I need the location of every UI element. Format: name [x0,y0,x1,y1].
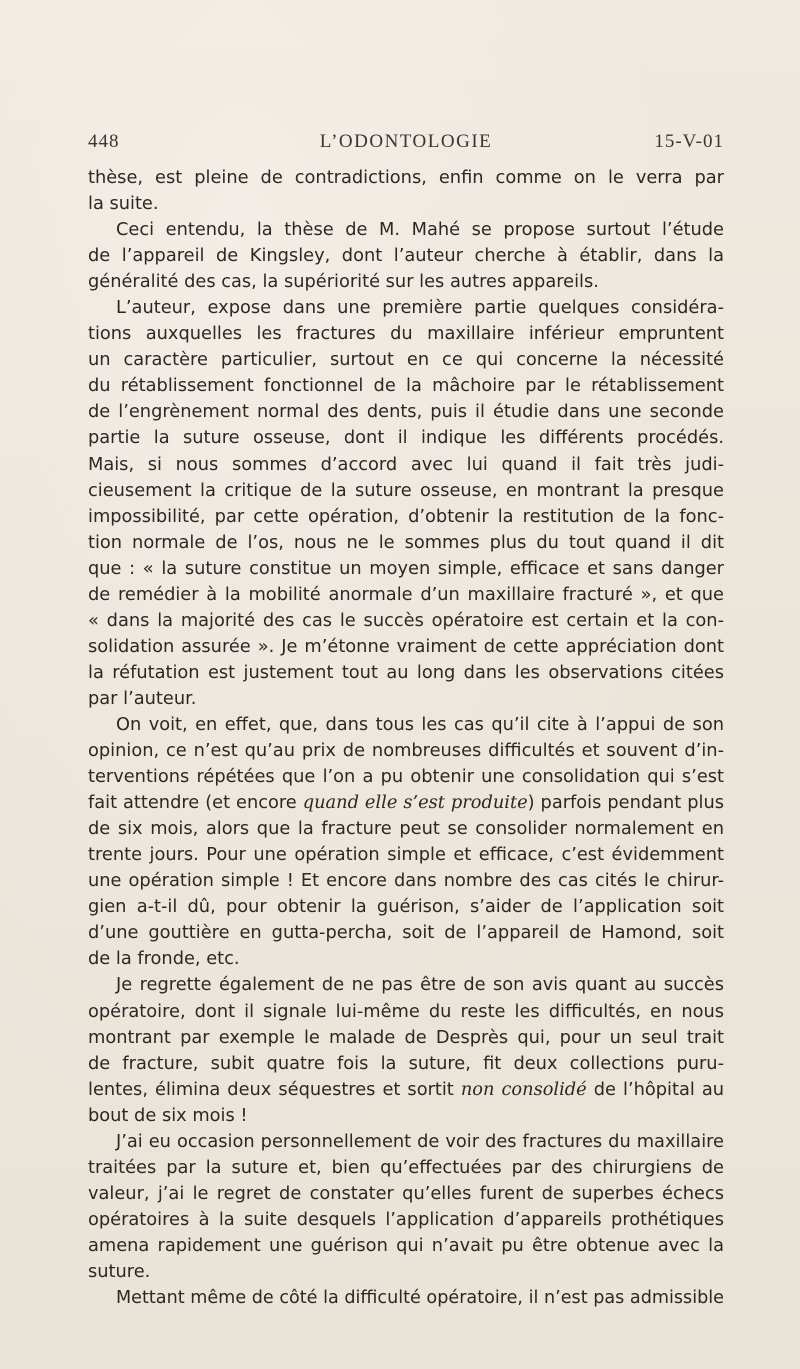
text-line: opinion, ce n’est qu’au prix de nombreuses difficultés et souvent d’in- [88,740,724,762]
text-line: la réfutation est justement tout au long dans les observations citées [88,661,724,683]
text-line: opératoire, dont il signale lui-même du reste les difficultés, en nous [88,1000,724,1022]
text-line: d’une gouttière en gutta-percha, soit de l’appareil de Hamond, soit [88,922,724,944]
text-line: partie la suture osseuse, dont il indique les différents procédés. [88,427,724,449]
text-line [88,790,724,816]
text-line: Mettant même de côté la difficulté opératoire, il n’est pas admissible [116,1288,724,1309]
text-line: valeur, j’ai le regret de constater qu’elles furent de superbes échecs [88,1182,724,1204]
italic-phrase: non consolidé [460,1078,587,1100]
text-line: de l’engrènement normal des dents, puis il étudie dans une seconde [88,401,724,423]
journal-title: L’ODONTOLOGIE [319,131,493,152]
text-line: traitées par la suture et, bien qu’effectuées par des chirurgiens de [88,1156,724,1178]
text-line: de la fronde, etc. [88,948,240,970]
text-line: bout de six mois ! [88,1104,248,1126]
text-line: On voit, en effet, que, dans tous les cas qu’il cite à l’appui de son [116,713,724,735]
text-line: Mais, si nous sommes d’accord avec lui quand il fait très judi- [88,453,724,475]
text-line: cieusement la critique de la suture osseuse, en montrant la presque [88,479,724,501]
text-line: terventions répétées que l’on a pu obtenir une consolidation qui s’est [88,766,724,788]
text-line: du rétablissement fonctionnel de la mâchoire par le rétablissement [88,375,724,397]
text-line: une opération simple ! Et encore dans nombre des cas cités le chirur- [88,870,724,892]
text-line: tion normale de l’os, nous ne le sommes plus du tout quand il dit [88,531,724,553]
text-line: par l’auteur. [88,687,197,709]
text-segment: fait attendre (et encore [88,792,303,814]
article-body [88,165,724,1311]
text-line: montrant par exemple le malade de Desprès qui, pour un seul trait [88,1026,724,1048]
text-line: Je regrette également de ne pas être de son avis quant au succès [116,974,724,996]
text-line: de l’appareil de Kingsley, dont l’auteur cherche à établir, dans la [88,245,724,267]
text-line: solidation assurée ». Je m’étonne vraiment de cette appréciation dont [88,635,724,657]
text-segment: de l’hôpital au [586,1078,724,1100]
text-line: de six mois, alors que la fracture peut se consolider normalement en [88,818,724,840]
text-line: L’auteur, expose dans une première partie quelques considéra- [116,297,724,319]
issue-date: 15-V-01 [654,131,724,152]
text-line: J’ai eu occasion personnellement de voir des fractures du maxillaire [116,1130,724,1152]
text-line: la suite. [88,193,159,215]
text-segment: lentes, élimina deux séquestres et sortit [88,1078,461,1100]
text-line: « dans la majorité des cas le succès opératoire est certain et la con- [88,609,724,631]
text-line: thèse, est pleine de contradictions, enfin comme on le verra par [88,167,724,188]
text-line: que : « la suture constitue un moyen simple, efficace et sans danger [88,557,724,579]
text-line: opératoires à la suite desquels l’application d’appareils prothétiques [88,1208,724,1230]
text-line: Ceci entendu, la thèse de M. Mahé se propose surtout l’étude [116,219,724,241]
text-line: de remédier à la mobilité anormale d’un maxillaire fracturé », et que [88,583,724,605]
text-line: amena rapidement une guérison qui n’avait pu être obtenue avec la [88,1234,724,1256]
text-segment: ) parfois pendant plus [527,792,724,814]
text-line [88,1077,724,1103]
text-line: généralité des cas, la supériorité sur les autres appareils. [88,271,599,293]
running-header [88,131,724,155]
text-line: tions auxquelles les fractures du maxillaire inférieur empruntent [88,323,724,345]
text-line: impossibilité, par cette opération, d’obtenir la restitution de la fonc- [88,505,724,527]
text-line: un caractère particulier, surtout en ce qui concerne la nécessité [88,349,724,371]
italic-phrase: quand elle s’est produite [302,792,528,814]
text-line: trente jours. Pour une opération simple et efficace, c’est évidemment [88,844,724,866]
text-line: gien a-t-il dû, pour obtenir la guérison, s’aider de l’application soit [88,896,724,918]
text-line: de fracture, subit quatre fois la suture, fit deux collections puru- [88,1052,724,1074]
page-number: 448 [88,131,120,152]
text-line: suture. [88,1260,151,1282]
